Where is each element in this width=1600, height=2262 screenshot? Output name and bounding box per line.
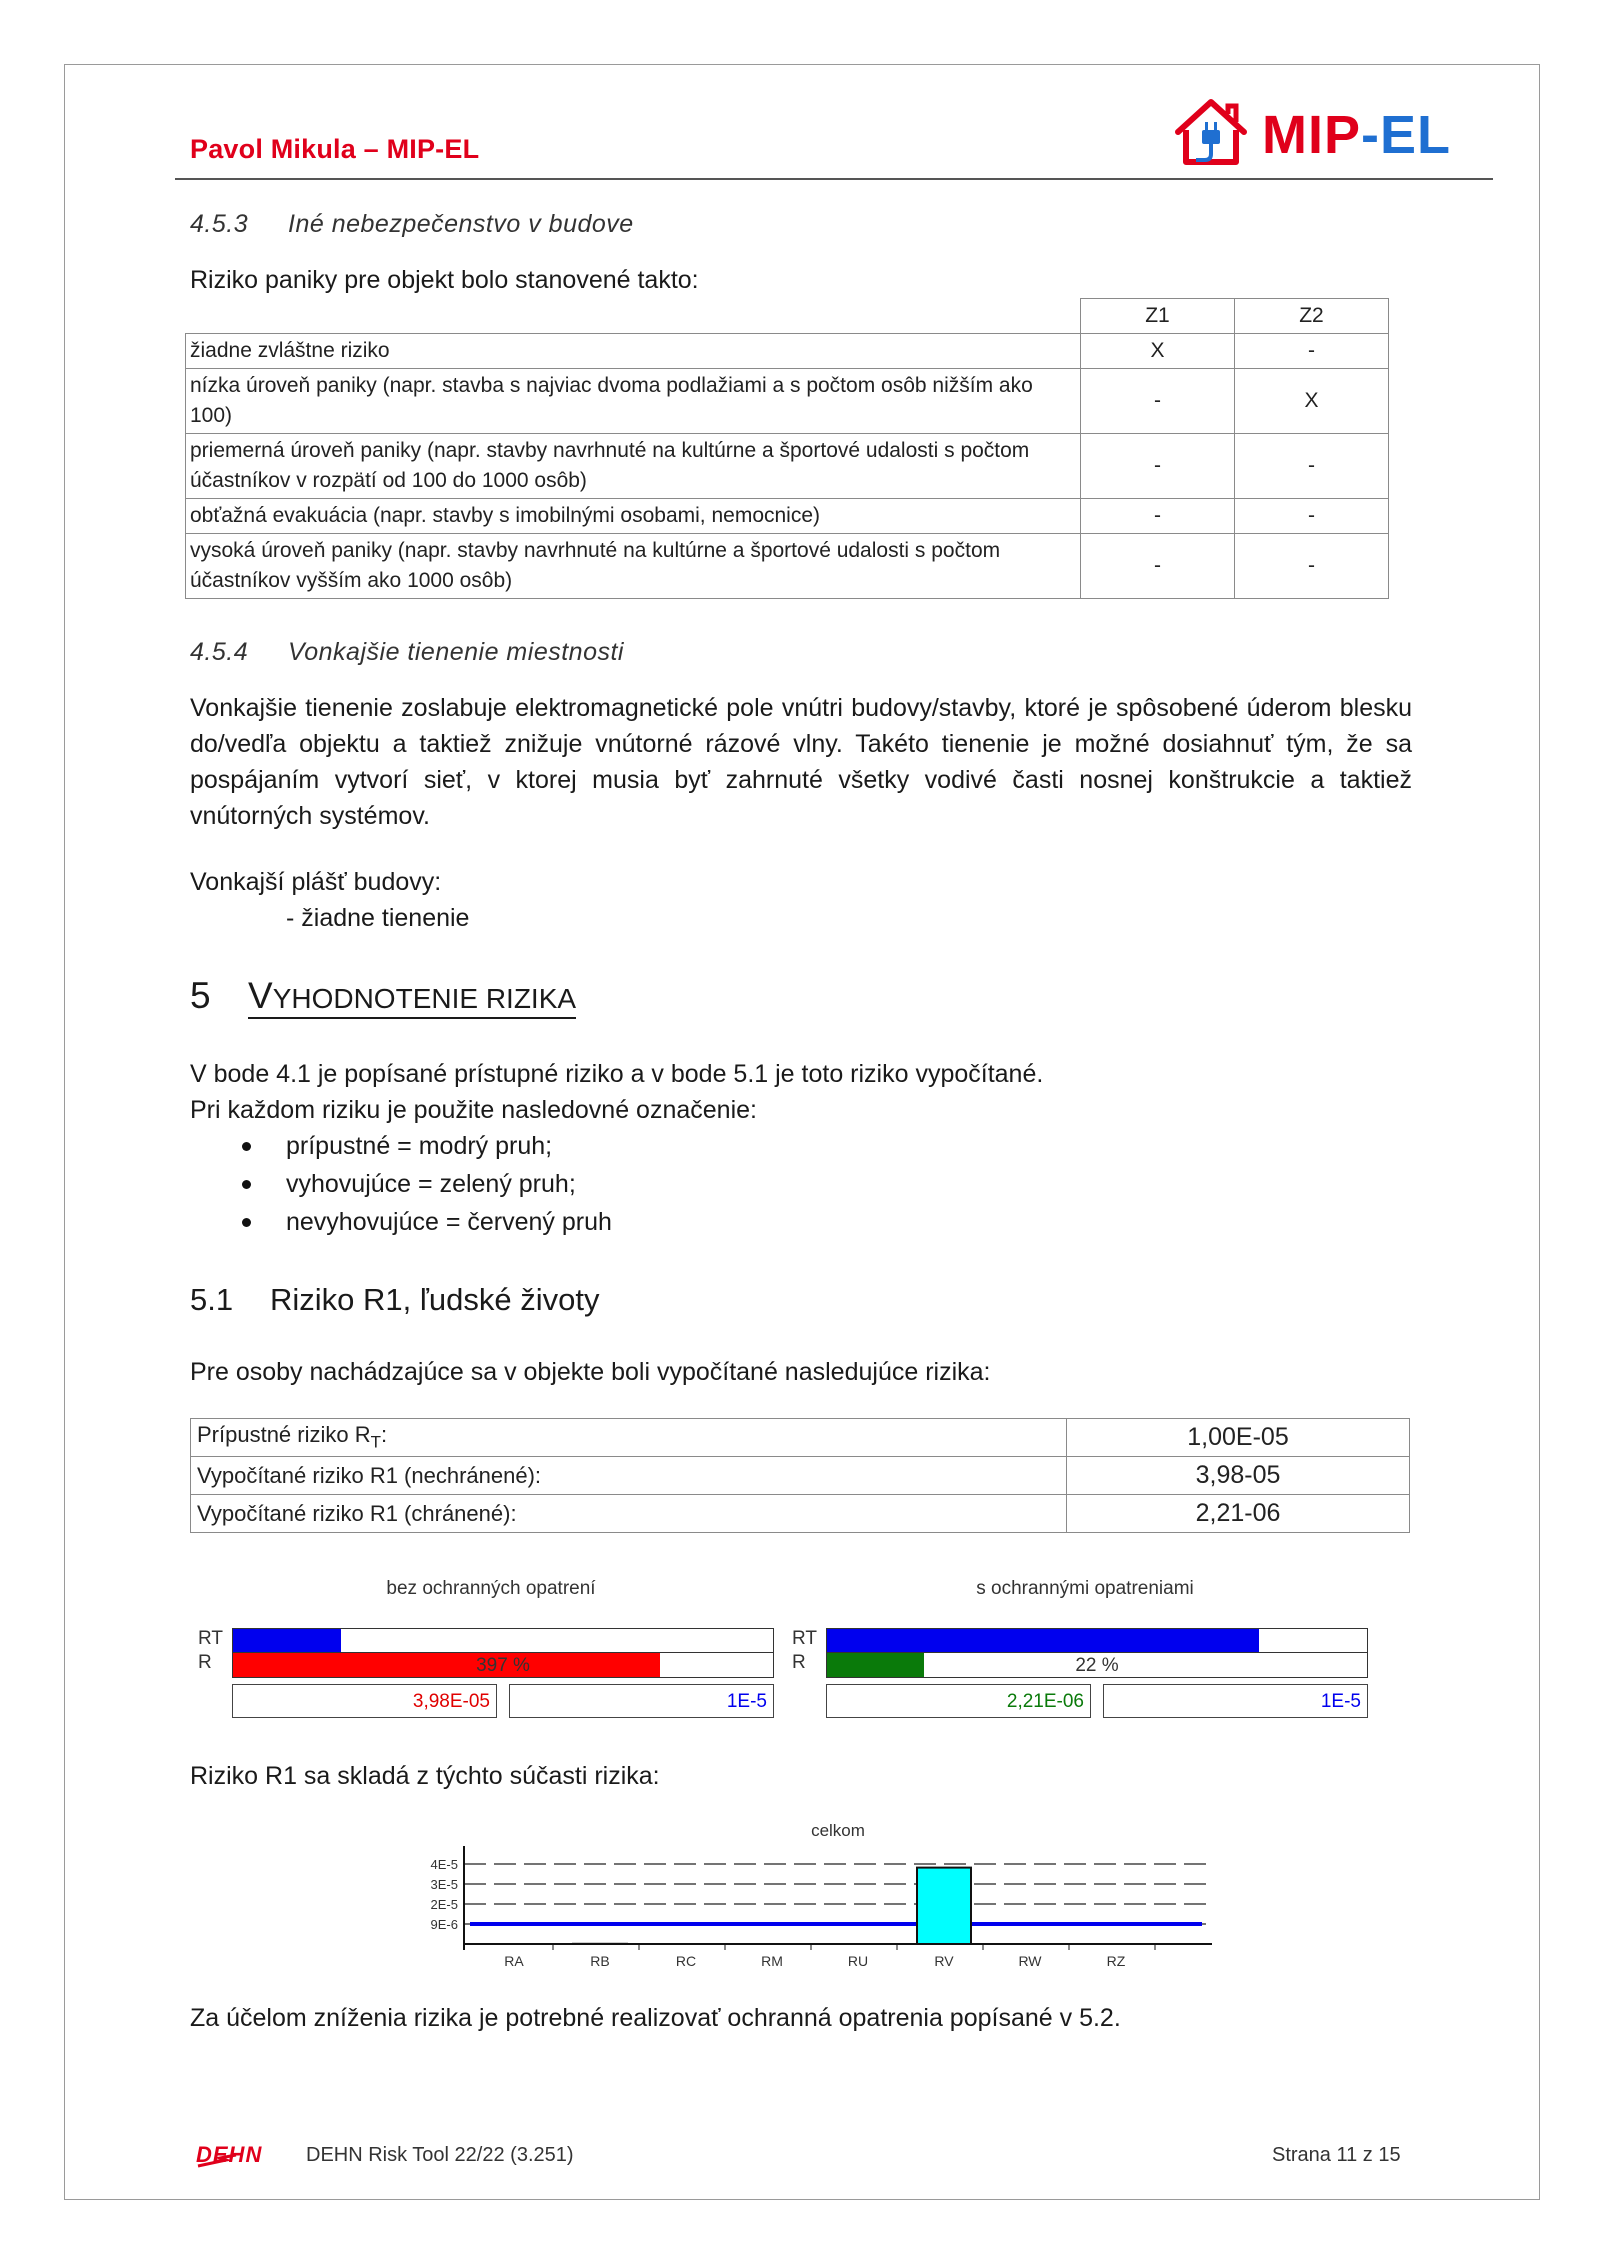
components-intro: Riziko R1 sa skladá z týchto súčasti rizika: [190, 1762, 660, 1790]
x-tick-label: RB [590, 1953, 610, 1969]
legend-list [190, 1127, 612, 1241]
r-value-box: 2,21E-06 [826, 1684, 1091, 1718]
risk-bar-panel-unprotected [196, 1578, 786, 1728]
dehn-swoosh-icon [196, 2150, 304, 2174]
row-z1: - [1081, 369, 1235, 434]
row-z2: X [1235, 369, 1389, 434]
subsection-title: Iné nebezpečenstvo v budove [288, 210, 634, 238]
header-rule [175, 178, 1493, 180]
logo-mip: MIP [1262, 105, 1362, 165]
row-label: priemerná úroveň paniky (napr. stavby navrhnuté na kultúrne a športové udalosti s počtom účastníkov v rozpätí od 100 do 1000 osôb) [186, 434, 1081, 499]
table-row [191, 1419, 1410, 1457]
r-value-box: 3,98E-05 [232, 1684, 497, 1718]
row-value: 1,00E-05 [1067, 1419, 1410, 1457]
row-label [191, 1419, 1067, 1457]
list-item-text: prípustné = modrý pruh; [286, 1132, 553, 1160]
r-bar [232, 1652, 774, 1678]
r-label: R [198, 1652, 212, 1673]
list-item-text: vyhovujúce = zelený pruh; [286, 1170, 576, 1198]
section-title [248, 975, 576, 1019]
shell-label: Vonkajší plášť budovy: [190, 868, 442, 896]
row-label: Vypočítané riziko R1 (chránené): [191, 1495, 1067, 1533]
bar-rv [917, 1868, 971, 1944]
column-header-z2: Z2 [1235, 299, 1389, 334]
footer-tool: DEHN Risk Tool 22/22 (3.251) [306, 2144, 574, 2166]
subsection-heading-454 [190, 638, 624, 667]
table-row [186, 334, 1389, 369]
subsection-heading-51 [190, 1282, 599, 1318]
row-z2: - [1235, 334, 1389, 369]
table-row [186, 434, 1389, 499]
table-row [186, 499, 1389, 534]
r-bar [826, 1652, 1368, 1678]
row-z2: - [1235, 499, 1389, 534]
footer-page-number: Strana 11 z 15 [1272, 2144, 1401, 2166]
subsection-number: 4.5.3 [190, 210, 249, 238]
row-z1: X [1081, 334, 1235, 369]
row-z2: - [1235, 534, 1389, 599]
section-number: 5 [190, 975, 211, 1016]
rt-bar [232, 1628, 774, 1654]
evaluation-line-2: Pri každom riziku je použite nasledovné označenie: [190, 1096, 757, 1124]
evaluation-line-1: V bode 4.1 je popísané prístupné riziko a v bode 5.1 je toto riziko vypočítané. [190, 1060, 1044, 1088]
y-tick-label: 2E-5 [430, 1897, 458, 1912]
x-tick-label: RC [675, 1953, 697, 1969]
row-z2: - [1235, 434, 1389, 499]
x-tick-label: RW [1018, 1953, 1042, 1969]
bullet-icon [242, 1142, 251, 1151]
table-row [186, 369, 1389, 434]
panel-title: bez ochranných opatrení [386, 1578, 596, 1599]
rt-label: RT [792, 1628, 817, 1649]
row-z1: - [1081, 499, 1235, 534]
y-tick-label: 3E-5 [430, 1877, 458, 1892]
row-label: žiadne zvláštne riziko [186, 334, 1081, 369]
rt-value-box: 1E-5 [1103, 1684, 1368, 1718]
rt-bar [826, 1628, 1368, 1654]
risk-values-table [190, 1418, 1410, 1533]
x-tick-label: RU [847, 1953, 869, 1969]
r-label: R [792, 1652, 806, 1673]
row-label-suffix: : [381, 1422, 388, 1448]
bullet-icon [242, 1180, 251, 1189]
rt-bar-fill [233, 1629, 341, 1653]
header-author: Pavol Mikula – MIP-EL [190, 134, 480, 164]
row-label-text: Prípustné riziko R [197, 1422, 371, 1448]
x-tick-label: RA [504, 1953, 524, 1969]
section-title-first: V [248, 975, 273, 1016]
r-percent: 397 % [476, 1655, 530, 1676]
row-label: Vypočítané riziko R1 (nechránené): [191, 1457, 1067, 1495]
subsection-number: 4.5.4 [190, 638, 249, 666]
shielding-paragraph: Vonkajšie tienenie zoslabuje elektromagnetické pole vnútri budovy/stavby, ktoré je spôsobené úderom blesku do/vedľa objektu a taktiež znižuje vnútorné rázové vlny. Takéto tienenie je možné dosiahnuť tým, že sa pospájaním vytvorí sieť, v ktorej musia byť zahrnuté všetky vodivé časti nosnej konštrukcie a taktiež vnútorných systémov. [190, 694, 1412, 830]
risk-components-chart [380, 1816, 1220, 1982]
subsection-title: Vonkajšie tienenie miestnosti [288, 638, 624, 666]
rt-value-box: 1E-5 [509, 1684, 774, 1718]
panel-title: s ochrannými opatreniami [976, 1578, 1194, 1599]
row-label: vysoká úroveň paniky (napr. stavby navrhnuté na kultúrne a športové udalosti s počtom účastníkov vyšším ako 1000 osôb) [186, 534, 1081, 599]
row-z1: - [1081, 534, 1235, 599]
rt-label: RT [198, 1628, 223, 1649]
table-row [191, 1495, 1410, 1533]
r-percent: 22 % [1075, 1655, 1119, 1676]
x-tick-label: RZ [1106, 1953, 1126, 1969]
list-item [190, 1127, 612, 1165]
rt-bar-fill [827, 1629, 1259, 1653]
table-corner [186, 299, 1081, 334]
row-z1: - [1081, 434, 1235, 499]
risk-intro: Pre osoby nachádzajúce sa v objekte boli vypočítané nasledujúce rizika: [190, 1358, 991, 1386]
row-label-sub: T [370, 1432, 382, 1452]
shell-value: - žiadne tienenie [286, 904, 470, 932]
row-value: 3,98-05 [1067, 1457, 1410, 1495]
column-header-z1: Z1 [1081, 299, 1235, 334]
table-row [191, 1457, 1410, 1495]
list-item-text: nevyhovujúce = červený pruh [286, 1208, 612, 1236]
house-plug-icon [1172, 96, 1250, 168]
subsection-heading-453 [190, 210, 634, 239]
table-row [186, 534, 1389, 599]
section-heading-5 [190, 975, 576, 1017]
x-tick-label: RM [761, 1953, 783, 1969]
table-header-row [186, 299, 1389, 334]
panic-intro: Riziko paniky pre objekt bolo stanovené takto: [190, 266, 699, 294]
logo-el: EL [1380, 105, 1452, 165]
subsection-title: Riziko R1, ľudské životy [270, 1282, 600, 1317]
section-title-rest: YHODNOTENIE RIZIKA [272, 983, 577, 1014]
row-value: 2,21-06 [1067, 1495, 1410, 1533]
chart-title: celkom [811, 1821, 865, 1840]
risk-bar-panel-protected [790, 1578, 1380, 1728]
bullet-icon [242, 1218, 251, 1227]
row-label: obťažná evakuácia (napr. stavby s imobilnými osobami, nemocnice) [186, 499, 1081, 534]
list-item [190, 1165, 612, 1203]
list-item [190, 1203, 612, 1241]
logo-dash: - [1361, 105, 1380, 165]
panic-risk-table [185, 298, 1389, 599]
x-tick-label: RV [934, 1953, 954, 1969]
y-tick-label: 9E-6 [430, 1917, 458, 1932]
y-tick-label: 4E-5 [430, 1857, 458, 1872]
logo-wordmark [1262, 104, 1451, 166]
subsection-number: 5.1 [190, 1282, 234, 1317]
dehn-logo: DEHN [196, 2142, 263, 2167]
conclusion: Za účelom zníženia rizika je potrebné realizovať ochranná opatrenia popísané v 5.2. [190, 2004, 1121, 2032]
row-label: nízka úroveň paniky (napr. stavba s najviac dvoma podlažiami a s počtom osôb nižším ako 100) [186, 369, 1081, 434]
